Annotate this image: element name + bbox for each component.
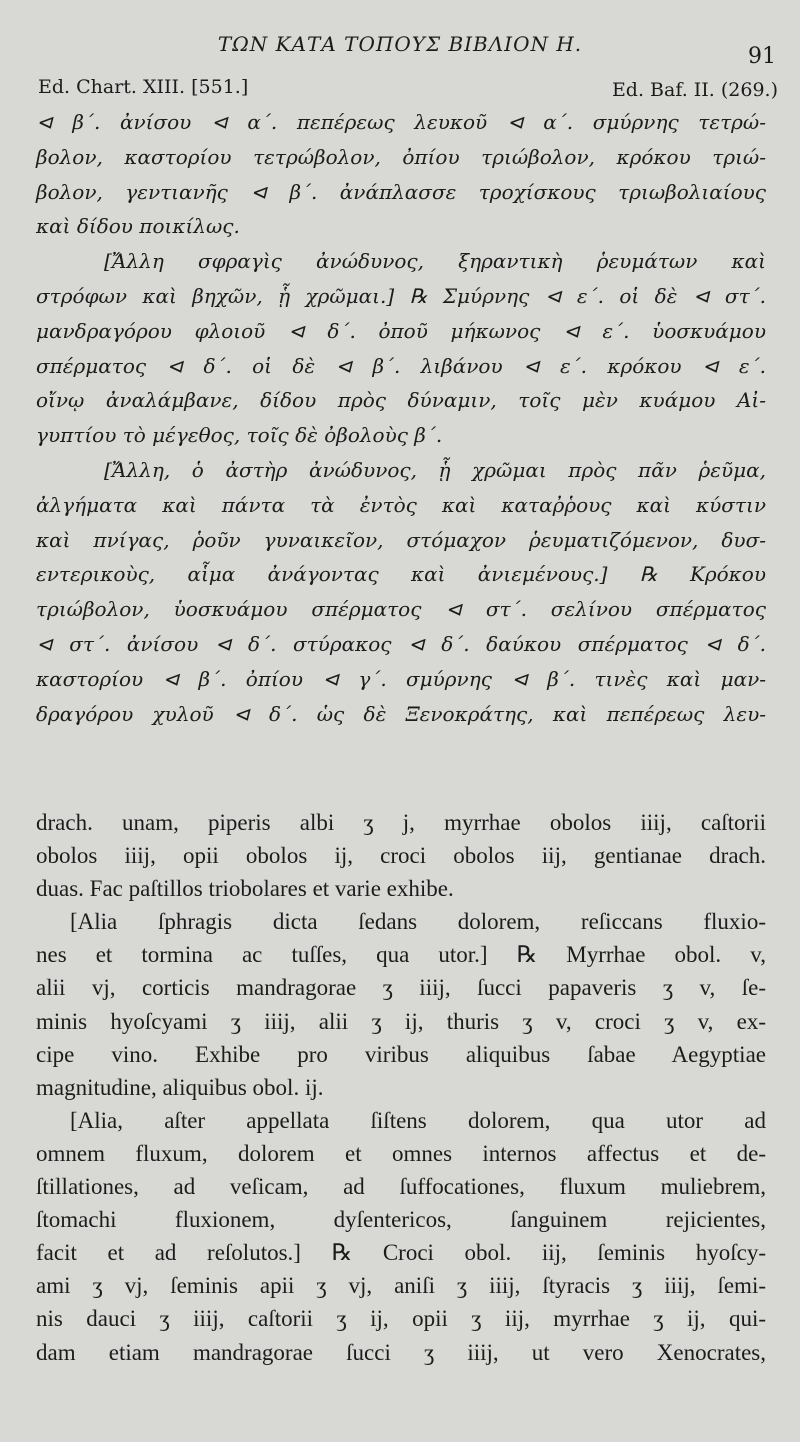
greek-line: στρόφων καὶ βηχῶν, ᾗ χρῶμαι.] ℞ Σμύρνης ⊲ ε΄. οἱ δὲ ⊲ στ΄. [36,283,766,308]
latin-line: nis dauci ʒ iiij, caſtorii ʒ ij, opii ʒ iij, myrrhae ʒ ij, qui- [36,1306,766,1332]
greek-line: καὶ πνίγας, ῥοῦν γυναικεῖον, στόμαχον ῥευματιζόμενον, δυσ- [36,527,766,552]
edition-reference-basel: Ed. Baf. II. (269.) [611,79,778,101]
greek-line: βολον, γεντιανῆς ⊲ β΄. ἀνάπλασσε τροχίσκους τριωβολιαίους [36,179,766,204]
edition-reference-chartier: Ed. Chart. XIII. [551.] [38,76,249,98]
latin-line: nes et tormina ac tuſſes, qua utor.] ℞ Myrrhae obol. v, [36,942,766,968]
latin-line: ſtillationes, ad veſicam, ad ſuffocationes, fluxum muliebrem, [36,1174,766,1200]
latin-line: alii vj, corticis mandragorae ʒ iiij, ſucci papaveris ʒ v, ſe- [36,975,766,1001]
latin-line: duas. Fac paſtillos triobolares et varie exhibe. [36,876,454,902]
greek-line: βολον, καστορίου τετρώβολον, ὀπίου τριώβολον, κρόκου τριώ- [36,144,766,169]
greek-line: σπέρματος ⊲ δ΄. οἱ δὲ ⊲ β΄. λιβάνου ⊲ ε΄. κρόκου ⊲ ε΄. [36,353,766,378]
greek-text-block [36,105,766,731]
running-head: ΤΩΝ ΚΑΤΑ ΤΟΠΟΥΣ ΒΙΒΛΙΟΝ Η. [217,32,583,56]
greek-line: εντερικοὺς, αἷμα ἀνάγοντας καὶ ἀνιεμένους.] ℞ Κρόκου [36,562,766,587]
greek-line: ⊲ β΄. ἀνίσου ⊲ α΄. πεπέρεως λευκοῦ ⊲ α΄. σμύρνης τετρώ- [36,110,766,134]
latin-line: omnem fluxum, dolorem et omnes internos affectus et de- [36,1140,766,1166]
latin-text-block [36,806,766,1369]
latin-line: facit et ad reſolutos.] ℞ Croci obol. iij, ſeminis hyoſcy- [36,1240,766,1266]
latin-line: drach. unam, piperis albi ʒ j, myrrhae obolos iiij, caſtorii [36,810,766,835]
latin-line: [Alia, aſter appellata ſiſtens dolorem, qua utor ad [70,1107,766,1133]
greek-line: καστορίου ⊲ β΄. ὀπίου ⊲ γ΄. σμύρνης ⊲ β΄. τινὲς καὶ μαν- [36,666,766,691]
latin-line: magnitudine, aliquibus obol. ij. [36,1074,324,1100]
greek-line: γυπτίου τὸ μέγεθος, τοῖς δὲ ὀβολοὺς β΄. [36,423,443,448]
latin-line: ſtomachi fluxionem, dyſentericos, ſanguinem rejicientes, [36,1207,766,1233]
greek-line: οἴνῳ ἀναλάμβανε, δίδου πρὸς δύναμιν, τοῖς μὲν κυάμου Αἰ- [36,388,766,413]
page-number: 91 [748,44,776,69]
greek-line: [Ἄλλη σφραγὶς ἀνώδυνος, ξηραντικὴ ῥευμάτων καὶ [104,249,766,274]
greek-line: μανδραγόρου φλοιοῦ ⊲ δ΄. ὀποῦ μήκωνος ⊲ ε΄. ὑοσκυάμου [36,318,766,343]
latin-line: cipe vino. Exhibe pro viribus aliquibus ſabae Aegyptiae [36,1041,766,1067]
greek-line: ⊲ στ΄. ἀνίσου ⊲ δ΄. στύρακος ⊲ δ΄. δαύκου σπέρματος ⊲ δ΄. [36,631,766,656]
greek-line: τριώβολον, ὑοσκυάμου σπέρματος ⊲ στ΄. σελίνου σπέρματος [36,597,766,622]
greek-line: καὶ δίδου ποικίλως. [36,214,240,239]
latin-line: dam etiam mandragorae ſucci ʒ iiij, ut vero Xenocrates, [36,1339,766,1365]
greek-line: [Ἄλλη, ὁ ἀστὴρ ἀνώδυνος, ᾗ χρῶμαι πρὸς πᾶν ῥεῦμα, [104,457,766,482]
latin-line: obolos iiij, opii obolos ij, croci obolos iij, gentianae drach. [36,843,766,869]
latin-line: ami ʒ vj, ſeminis apii ʒ vj, aniſi ʒ iiij, ſtyracis ʒ iiij, ſemi- [36,1273,766,1299]
latin-line: minis hyoſcyami ʒ iiij, alii ʒ ij, thuris ʒ v, croci ʒ v, ex- [36,1008,766,1034]
latin-line: [Alia ſphragis dicta ſedans dolorem, reſiccans fluxio- [70,909,766,935]
greek-line: δραγόρου χυλοῦ ⊲ δ΄. ὡς δὲ Ξενοκράτης, καὶ πεπέρεως λευ- [36,701,766,726]
greek-line: ἀλγήματα καὶ πάντα τὰ ἐντὸς καὶ καταῤῥους καὶ κύστιν [36,492,766,517]
